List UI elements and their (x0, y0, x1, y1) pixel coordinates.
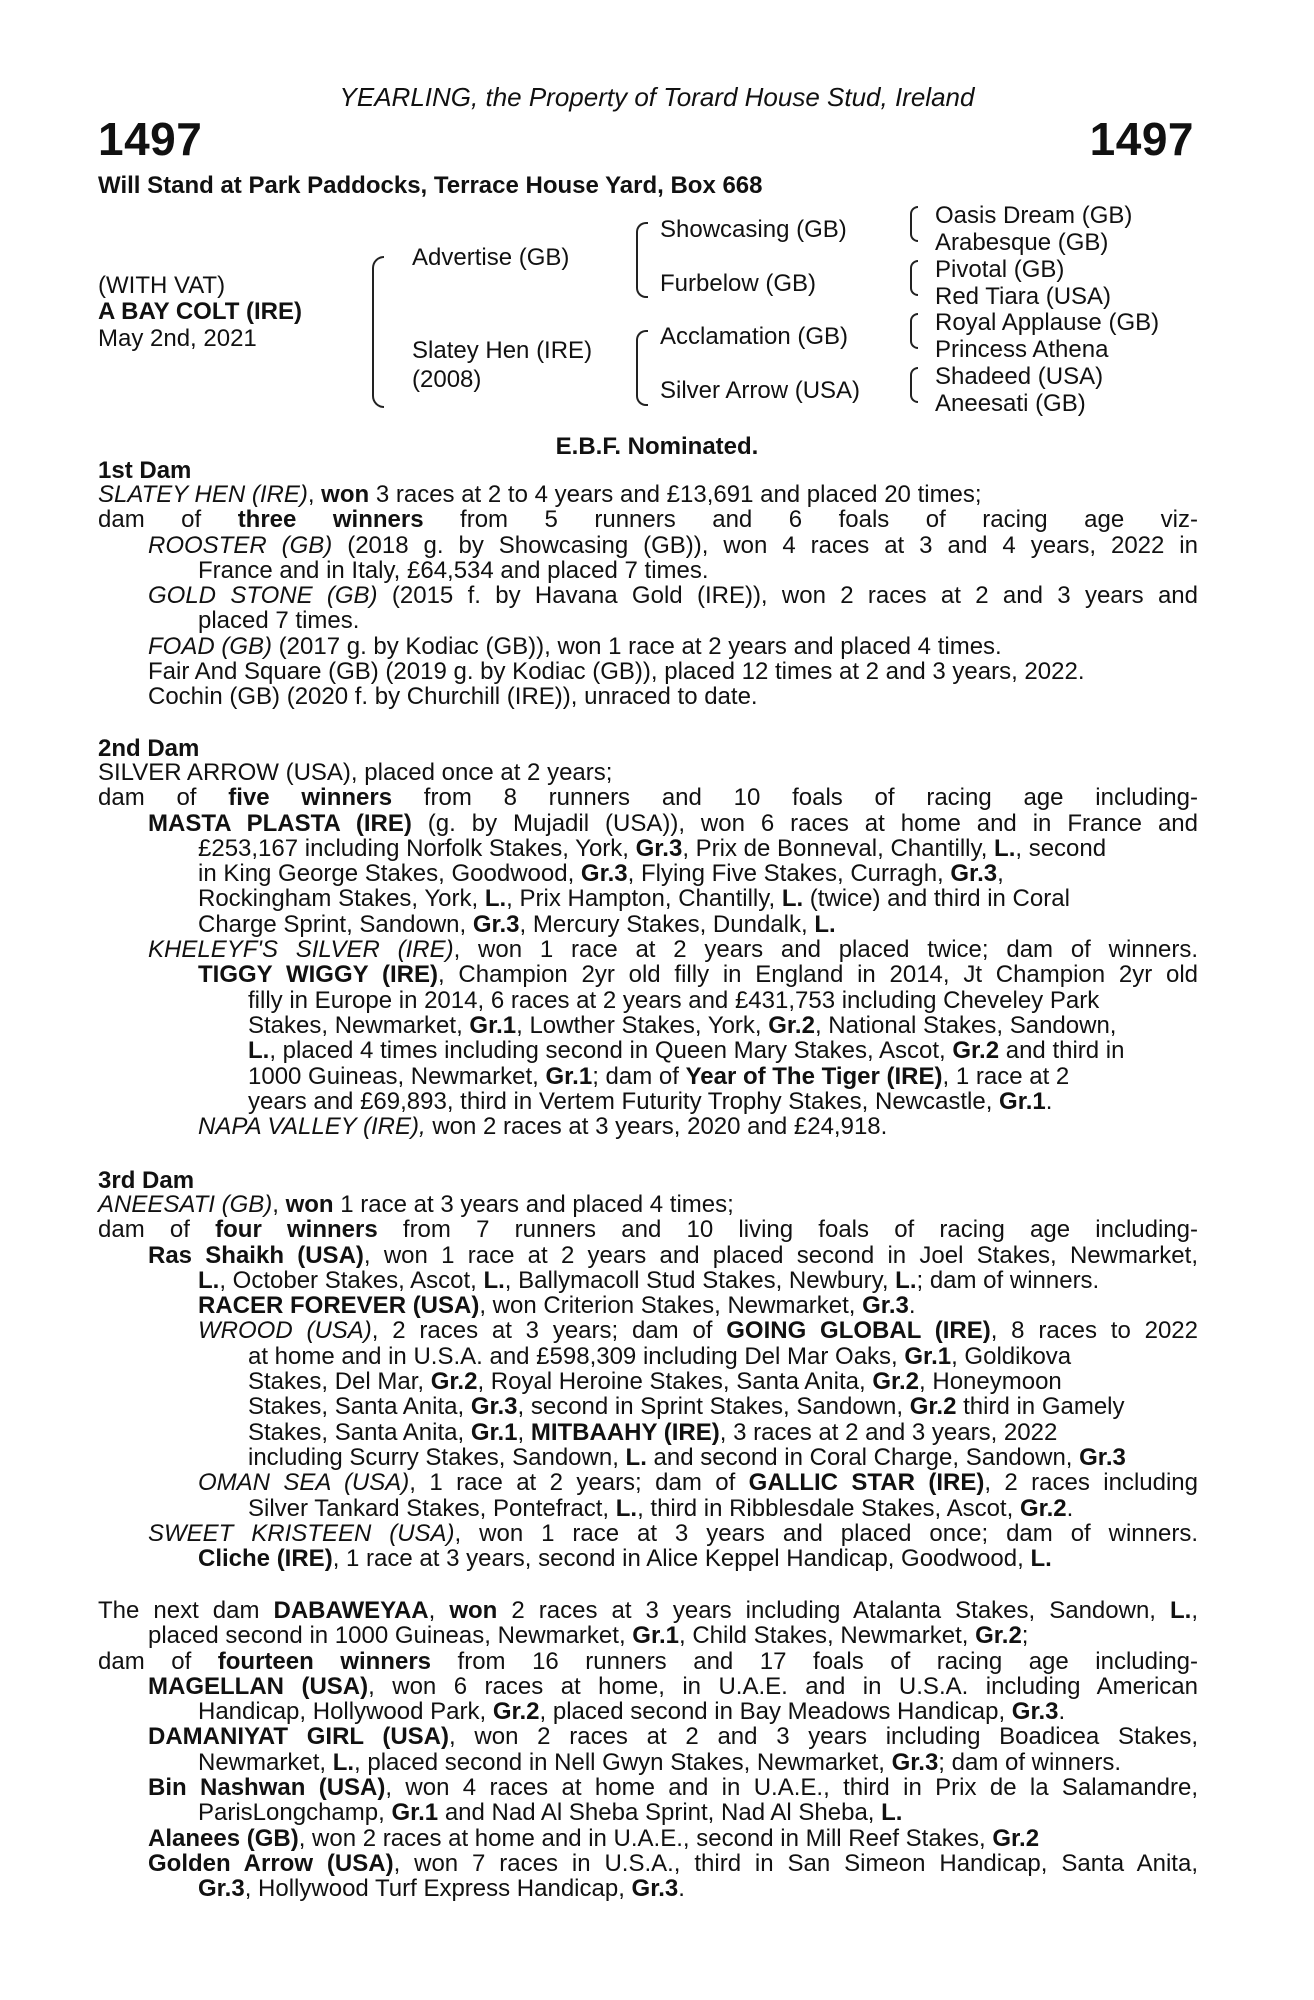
text-run: , placed second in Bay Meadows Handicap, (539, 1698, 1012, 1726)
bold-text: MITBAAHY (IRE) (530, 1418, 720, 1446)
grand-dam-1: Arabesque (GB) (935, 229, 1109, 256)
bold-text: fourteen winners (217, 1647, 432, 1675)
bold-text: L. (881, 1799, 903, 1827)
bold-text: Gr.2 (872, 1368, 920, 1396)
text-run: ParisLongchamp, (198, 1799, 392, 1827)
bold-text: Gr.2 (1019, 1494, 1067, 1522)
stand-location: Will Stand at Park Paddocks, Terrace House Yard, Box 668 (98, 172, 763, 199)
text-run: including Scurry Stakes, Sandown, (248, 1443, 626, 1471)
bold-text: Gr.1 (391, 1799, 439, 1827)
bold-text: GALLIC STAR (IRE) (748, 1469, 985, 1497)
text-line (248, 1394, 1198, 1419)
bold-text: DABAWEYAA (273, 1597, 429, 1624)
third-dam-heading: 3rd Dam (98, 1167, 195, 1194)
text-run: , won 1 race at 2 years and placed twice; dam of winners. (453, 936, 1198, 964)
italic-text: OMAN SEA (USA) (198, 1469, 410, 1497)
page-subtitle: YEARLING, the Property of Torard House Stud, Ireland (339, 82, 975, 112)
text-run: , Champion 2yr old filly in England in 2014, Jt Champion 2yr old (437, 961, 1198, 989)
text-run: 2 races at 3 years including Atalanta Stakes, Sandown, (497, 1597, 1170, 1624)
text-run: , Lowther Stakes, York, (516, 1011, 769, 1039)
text-run: . (1066, 1494, 1074, 1522)
text-run: Handicap, Hollywood Park, (198, 1698, 493, 1726)
text-line (148, 1243, 1198, 1268)
text-run: placed second in 1000 Guineas, Newmarket, (148, 1622, 633, 1650)
bold-text: won (285, 1191, 334, 1218)
text-run: from 16 runners and 17 foals of racing age including- (431, 1647, 1199, 1675)
horse-name: A BAY COLT (IRE) (98, 298, 303, 325)
bold-text: Gr.1 (904, 1342, 952, 1370)
italic-text: SLATEY HEN (IRE) (98, 481, 308, 508)
bold-text: GOING GLOBAL (IRE) (726, 1317, 991, 1345)
bold-text: L. (781, 885, 804, 913)
bold-text: MASTA PLASTA (IRE) (148, 809, 412, 837)
bold-text: L. (198, 1266, 220, 1294)
text-line (248, 1064, 1198, 1089)
text-run: third in Gamely (956, 1393, 1125, 1421)
bold-text: Gr.3 (862, 1292, 909, 1320)
text-run: ; dam of (592, 1062, 686, 1090)
text-run: at home and in U.S.A. and £598,309 including Del Mar Oaks, (248, 1342, 905, 1370)
text-run: Stakes, Santa Anita, (248, 1418, 471, 1446)
text-run: , 3 races at 2 and 3 years, 2022 (719, 1418, 1058, 1446)
text-line (148, 1674, 1198, 1699)
text-run: . (908, 1292, 916, 1320)
bold-text: L. (332, 1748, 355, 1776)
dam-year: (2008) (412, 366, 482, 393)
dam-sire: Acclamation (GB) (660, 323, 849, 350)
text-run: , placed 4 times including second in Queen Mary Stakes, Ascot, (269, 1037, 953, 1065)
bold-text: Gr.3 (1011, 1698, 1059, 1726)
text-line (198, 886, 1198, 911)
text-run: , (307, 481, 322, 508)
text-run: , Honeymoon (919, 1368, 1062, 1396)
bold-text: Cliche (IRE) (198, 1545, 333, 1573)
italic-text: FOAD (GB) (148, 632, 272, 660)
bold-text: Gr.3 (470, 1393, 518, 1421)
text-run: , Mercury Stakes, Dundalk, (519, 910, 815, 938)
bold-text: four winners (215, 1216, 378, 1244)
text-line (198, 861, 1198, 886)
bold-text: L. (483, 1266, 505, 1294)
text-run: The next dam (98, 1597, 274, 1624)
text-run: , second in Sprint Stakes, Sandown, (517, 1393, 910, 1421)
text-line (148, 937, 1198, 962)
sire-dam: Furbelow (GB) (660, 270, 817, 297)
pedigree-brace-main (372, 256, 384, 408)
text-line (248, 1089, 1198, 1114)
text-line (148, 1826, 1198, 1851)
pedigree-brace-dam (636, 330, 648, 406)
text-run: and third in (999, 1037, 1125, 1065)
grand-sire-1: Oasis Dream (GB) (935, 202, 1133, 229)
text-run: (2018 g. by Showcasing (GB)), won 4 races at 3 and 4 years, 2022 in (332, 531, 1198, 559)
text-run: Stakes, Santa Anita, (248, 1393, 471, 1421)
text-line (98, 1192, 1198, 1217)
grand-dam-4: Aneesati (GB) (935, 390, 1086, 417)
italic-text: NAPA VALLEY (IRE), (198, 1113, 426, 1141)
text-run: placed 7 times. (198, 607, 360, 635)
text-run: , won 4 races at home and in U.A.E., third in Prix de la Salamandre, (385, 1774, 1199, 1802)
text-line (98, 507, 1198, 532)
text-run: ; dam of winners. (916, 1266, 1100, 1294)
text-run: , Ballymacoll Stud Stakes, Newbury, (504, 1266, 896, 1294)
bold-text: L. (248, 1037, 270, 1065)
text-line (198, 1114, 1198, 1139)
dam: Slatey Hen (IRE) (412, 337, 593, 364)
text-run: , (1191, 1597, 1198, 1624)
text-line (198, 1546, 1198, 1571)
bold-text: Gr.3 (1079, 1443, 1126, 1471)
bold-text: five winners (228, 784, 393, 812)
bold-text: L. (895, 1266, 917, 1294)
text-run: , (428, 1597, 450, 1624)
sire-sire: Showcasing (GB) (660, 216, 847, 243)
bold-text: Gr.1 (545, 1062, 593, 1090)
text-run: . (678, 1875, 685, 1903)
text-line (148, 1623, 1198, 1648)
text-run: , placed second in Nell Gwyn Stakes, Newmarket, (354, 1748, 892, 1776)
text-run: Charge Sprint, Sandown, (198, 910, 473, 938)
bold-text: Gr.2 (975, 1622, 1022, 1650)
bold-text: three winners (237, 506, 424, 534)
bold-text: Year of The Tiger (IRE) (685, 1062, 943, 1090)
bold-text: L. (814, 910, 836, 938)
text-line (248, 1344, 1198, 1369)
text-run: (g. by Mujadil (USA)), won 6 races at home and in France and (411, 809, 1199, 837)
grand-sire-2: Pivotal (GB) (935, 256, 1065, 283)
text-line (198, 836, 1198, 861)
pedigree-brace-g4 (910, 367, 918, 403)
text-line (98, 1649, 1198, 1674)
text-run: , Flying Five Stakes, Curragh, (627, 860, 951, 888)
text-run: , won 2 races at home and in U.A.E., second in Mill Reef Stakes, (298, 1824, 993, 1852)
bold-text: Gr.3 (580, 860, 628, 888)
text-line (198, 558, 1198, 583)
vat-label: (WITH VAT) (98, 272, 226, 299)
text-run: (2017 g. by Kodiac (GB)), won 1 race at 2 years and placed 4 times. (272, 632, 1002, 660)
text-line (98, 760, 1198, 785)
bold-text: Gr.1 (632, 1622, 679, 1650)
text-line (148, 811, 1198, 836)
bold-text: Gr.2 (992, 1824, 1040, 1852)
text-line (198, 1699, 1198, 1724)
bold-text: Gr.3 (198, 1875, 245, 1903)
italic-text: ROOSTER (GB) (148, 531, 333, 559)
text-run: from 5 runners and 6 foals of racing age viz- (423, 506, 1198, 534)
text-run: in King George Stakes, Goodwood, (198, 860, 581, 888)
bold-text: L. (484, 885, 507, 913)
bold-text: Gr.2 (909, 1393, 957, 1421)
grand-sire-4: Shadeed (USA) (935, 363, 1104, 390)
lot-number-left: 1497 (98, 113, 203, 165)
bold-text: Gr.3 (950, 860, 998, 888)
text-run: , won 2 races at 2 and 3 years including Boadicea Stakes, (449, 1723, 1199, 1751)
text-run: , October Stakes, Ascot, (219, 1266, 484, 1294)
text-run: , 1 race at 2 (942, 1062, 1070, 1090)
text-run: Fair And Square (GB) (2019 g. by Kodiac (GB)), placed 12 times at 2 and 3 years, 2022. (148, 658, 1085, 686)
bold-text: DAMANIYAT GIRL (USA) (148, 1723, 450, 1751)
text-run: , Hollywood Turf Express Handicap, (244, 1875, 632, 1903)
second-dam-heading: 2nd Dam (98, 735, 200, 762)
text-line (198, 1876, 1198, 1901)
italic-text: SWEET KRISTEEN (USA) (148, 1519, 455, 1547)
bold-text: L. (1170, 1597, 1192, 1624)
text-line (198, 1293, 1198, 1318)
text-run: , third in Ribblesdale Stakes, Ascot, (637, 1494, 1020, 1522)
bold-text: TIGGY WIGGY (IRE) (198, 961, 438, 989)
text-run: , won 1 race at 2 years and placed second in Joel Stakes, Newmarket, (363, 1241, 1198, 1269)
text-run: , 1 race at 2 years; dam of (409, 1469, 749, 1497)
bold-text: Gr.1 (469, 1011, 517, 1039)
text-run: . (1045, 1087, 1053, 1115)
text-run: , (997, 860, 1004, 888)
text-line (148, 583, 1198, 608)
text-line (148, 659, 1198, 684)
text-run: , Royal Heroine Stakes, Santa Anita, (477, 1368, 873, 1396)
text-line (248, 1445, 1198, 1470)
text-run: , National Stakes, Sandown, (814, 1011, 1117, 1039)
pedigree-brace-g3 (910, 313, 918, 349)
pedigree-brace-sire (636, 222, 648, 298)
dam-dam: Silver Arrow (USA) (660, 377, 861, 404)
text-run: from 8 runners and 10 foals of racing age including- (392, 784, 1198, 812)
foaled-date: May 2nd, 2021 (98, 325, 257, 352)
lot-number-right: 1497 (1089, 113, 1194, 165)
text-run: Rockingham Stakes, York, (198, 885, 485, 913)
text-line (198, 608, 1198, 633)
text-run: Cochin (GB) (2020 f. by Churchill (IRE)), unraced to date. (148, 683, 758, 711)
bold-text: Gr.2 (768, 1011, 815, 1039)
pedigree-brace-g1 (910, 206, 918, 242)
first-dam-text (98, 482, 1198, 710)
text-run: dam of (98, 1647, 218, 1675)
bold-text: won (449, 1597, 498, 1624)
text-run: , Prix de Bonneval, Chantilly, (682, 834, 995, 862)
italic-text: KHELEYF'S SILVER (IRE) (148, 936, 454, 964)
text-line (148, 634, 1198, 659)
text-line (248, 1038, 1198, 1063)
grand-dam-3: Princess Athena (935, 336, 1109, 363)
text-run: Newmarket, (198, 1748, 333, 1776)
text-run: , 8 races to 2022 (990, 1317, 1198, 1345)
text-line (248, 1420, 1198, 1445)
text-run: SILVER ARROW (USA), placed once at 2 years; (98, 759, 613, 786)
bold-text: L. (994, 834, 1016, 862)
bold-text: MAGELLAN (USA) (148, 1672, 369, 1700)
bold-text: Gr.3 (891, 1748, 939, 1776)
text-run: and Nad Al Sheba Sprint, Nad Al Sheba, (438, 1799, 882, 1827)
text-run: , (517, 1418, 531, 1446)
bold-text: Gr.1 (470, 1418, 518, 1446)
grand-sire-3: Royal Applause (GB) (935, 309, 1160, 336)
text-line (98, 482, 1198, 507)
text-run: dam of (98, 784, 229, 812)
text-line (98, 1598, 1198, 1623)
text-line (148, 1851, 1198, 1876)
pedigree-brace-g2 (910, 260, 918, 296)
sire: Advertise (GB) (412, 244, 570, 271)
text-run: filly in Europe in 2014, 6 races at 2 years and £431,753 including Cheveley Park (248, 986, 1100, 1014)
text-line (248, 988, 1198, 1013)
bold-text: Gr.3 (635, 834, 683, 862)
bold-text: Ras Shaikh (USA) (148, 1241, 364, 1269)
text-run: Stakes, Del Mar, (248, 1368, 431, 1396)
bold-text: Gr.1 (999, 1087, 1046, 1115)
text-line (148, 1521, 1198, 1546)
text-run: won 2 races at 3 years, 2020 and £24,918. (425, 1113, 888, 1141)
italic-text: GOLD STONE (GB) (148, 582, 378, 610)
text-run: ; (1021, 1622, 1029, 1650)
italic-text: WROOD (USA) (198, 1317, 372, 1345)
grand-dam-2: Red Tiara (USA) (935, 283, 1112, 310)
text-line (98, 785, 1198, 810)
text-line (198, 1800, 1198, 1825)
text-run: , 1 race at 3 years, second in Alice Keppel Handicap, Goodwood, (332, 1545, 1031, 1573)
text-run: , Prix Hampton, Chantilly, (506, 885, 782, 913)
third-dam-text (98, 1192, 1198, 1571)
text-run: £253,167 including Norfolk Stakes, York, (198, 834, 636, 862)
text-run: France and in Italy, £64,534 and placed 7 times. (198, 556, 709, 584)
bold-text: RACER FOREVER (USA) (198, 1292, 480, 1320)
bold-text: won (321, 481, 370, 508)
text-run: years and £69,893, third in Vertem Futurity Trophy Stakes, Newcastle, (248, 1087, 1000, 1115)
bold-text: Gr.2 (492, 1698, 540, 1726)
text-run: , won 6 races at home, in U.A.E. and in U.S.A. including American (368, 1672, 1198, 1700)
text-line (98, 1217, 1198, 1242)
text-line (148, 684, 1198, 709)
text-run: , Child Stakes, Newmarket, (678, 1622, 976, 1650)
bold-text: Golden Arrow (USA) (148, 1849, 394, 1877)
text-line (148, 1724, 1198, 1749)
text-line (148, 533, 1198, 558)
text-line (198, 1470, 1198, 1495)
first-dam-heading: 1st Dam (98, 457, 192, 484)
bold-text: Gr.2 (430, 1368, 478, 1396)
text-run: Silver Tankard Stakes, Pontefract, (248, 1494, 616, 1522)
text-run: , second (1015, 834, 1107, 862)
bold-text: L. (1030, 1545, 1052, 1573)
text-run: , (272, 1191, 286, 1218)
text-run: from 7 runners and 10 living foals of racing age including- (377, 1216, 1198, 1244)
text-run: , Goldikova (951, 1342, 1072, 1370)
text-run: dam of (98, 506, 238, 534)
text-line (198, 1750, 1198, 1775)
text-line (248, 1369, 1198, 1394)
text-line (248, 1496, 1198, 1521)
italic-text: ANEESATI (GB) (98, 1191, 273, 1218)
text-line (198, 962, 1198, 987)
text-line (198, 1268, 1198, 1293)
text-run: and second in Coral Charge, Sandown, (646, 1443, 1080, 1471)
bold-text: Gr.3 (631, 1875, 679, 1903)
text-line (198, 912, 1198, 937)
text-run: , won 1 race at 3 years and placed once; dam of winners. (454, 1519, 1198, 1547)
second-dam-text (98, 760, 1198, 1139)
bold-text: Alanees (GB) (148, 1824, 299, 1852)
text-run: Stakes, Newmarket, (248, 1011, 470, 1039)
text-line (198, 1318, 1198, 1343)
text-line (148, 1775, 1198, 1800)
bold-text: Bin Nashwan (USA) (148, 1774, 386, 1802)
text-run: 1000 Guineas, Newmarket, (248, 1062, 546, 1090)
text-run: (twice) and third in Coral (803, 885, 1070, 913)
next-dam-text (98, 1598, 1198, 1902)
text-run: . (1058, 1698, 1066, 1726)
text-run: 3 races at 2 to 4 years and £13,691 and placed 20 times; (369, 481, 982, 508)
bold-text: Gr.3 (472, 910, 520, 938)
text-run: , 2 races including (984, 1469, 1198, 1497)
text-line (248, 1013, 1198, 1038)
bold-text: Gr.2 (952, 1037, 1000, 1065)
text-run: , won Criterion Stakes, Newmarket, (479, 1292, 863, 1320)
bold-text: L. (615, 1494, 638, 1522)
bold-text: L. (625, 1443, 647, 1471)
text-run: , 2 races at 3 years; dam of (371, 1317, 727, 1345)
text-run: dam of (98, 1216, 216, 1244)
ebf-nomination: E.B.F. Nominated. (555, 433, 759, 460)
text-run: , won 7 races in U.S.A., third in San Simeon Handicap, Santa Anita, (393, 1849, 1198, 1877)
text-run: 1 race at 3 years and placed 4 times; (333, 1191, 734, 1218)
text-run: ; dam of winners. (938, 1748, 1122, 1776)
text-run: (2015 f. by Havana Gold (IRE)), won 2 races at 2 and 3 years and (377, 582, 1198, 610)
